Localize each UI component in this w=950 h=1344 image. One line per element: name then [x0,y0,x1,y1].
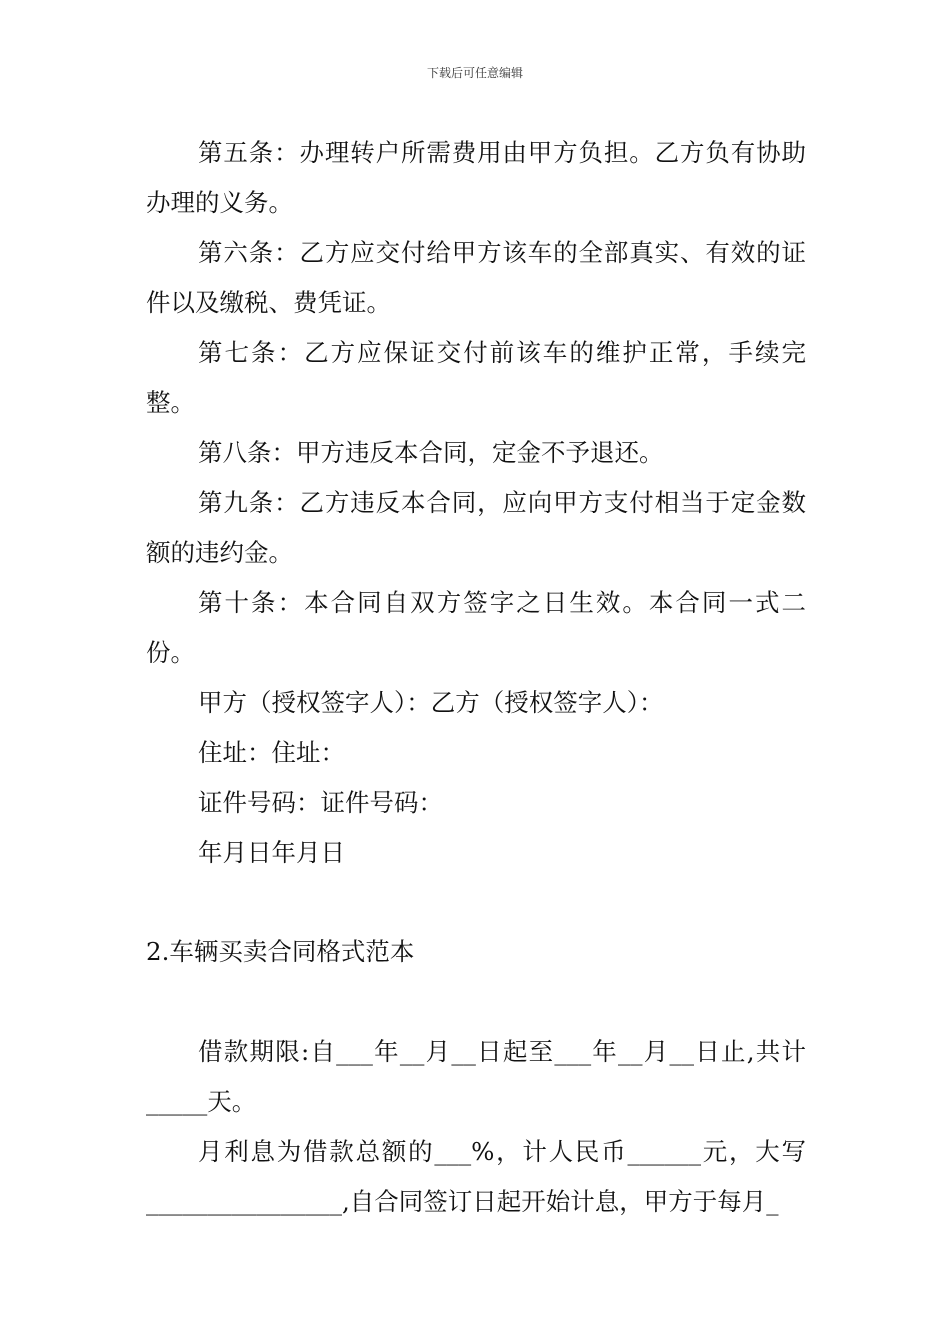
article-6: 第六条：乙方应交付给甲方该车的全部真实、有效的证件以及缴税、费凭证。 [146,238,806,317]
article-9: 第九条：乙方违反本合同，应向甲方支付相当于定金数额的违约金。 [146,488,806,567]
spacer [146,878,806,927]
spacer [146,977,806,1027]
article-8: 第八条：甲方违反本合同，定金不予退还。 [198,438,664,467]
signature-id-number: 证件号码：证件号码： [198,788,443,817]
signature-parties: 甲方（授权签字人）：乙方（授权签字人）： [198,688,664,717]
article-7: 第七条：乙方应保证交付前该车的维护正常，手续完整。 [146,338,806,417]
page-header: 下载后可任意编辑 [426,66,523,80]
interest-clause: 月利息为借款总额的___%，计人民币______元，大写________________,自合同签订日起开始计息，甲方于每月_ [146,1137,806,1216]
signature-date: 年月日年月日 [198,838,345,867]
document-body [146,128,806,1227]
section-title: 2.车辆买卖合同格式范本 [146,937,415,966]
loan-term-clause: 借款期限:自___年__月__日起至___年__月__日止,共计_____天。 [146,1037,806,1116]
article-10: 第十条：本合同自双方签字之日生效。本合同一式二份。 [146,588,806,667]
article-5: 第五条：办理转户所需费用由甲方负担。乙方负有协助办理的义务。 [146,138,806,217]
signature-address: 住址：住址： [198,738,345,767]
